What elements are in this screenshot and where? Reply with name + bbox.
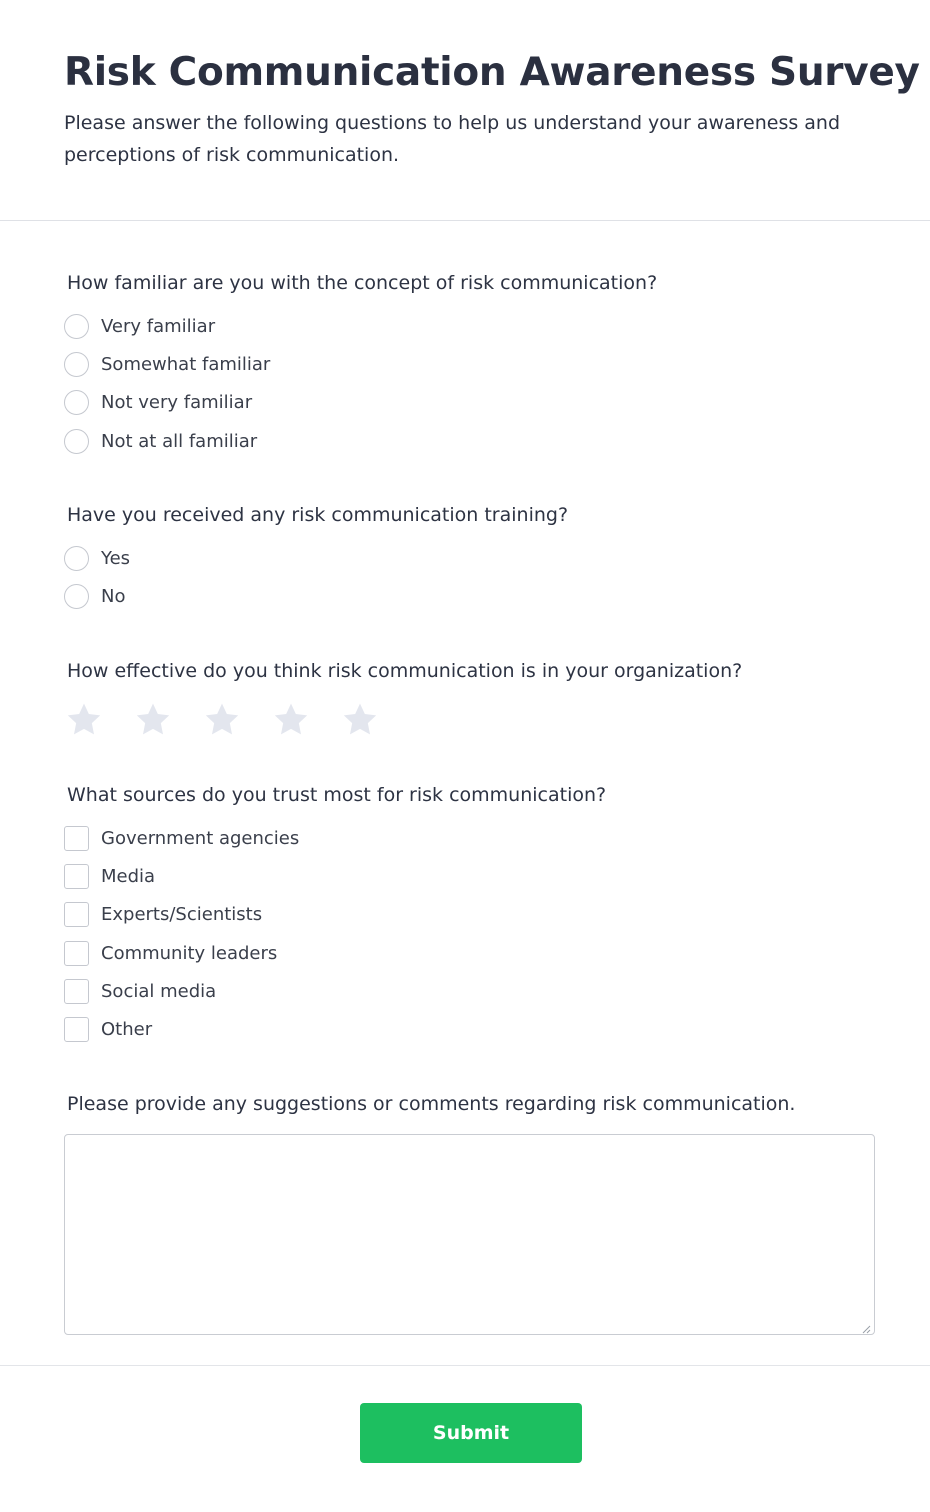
radio-label: Somewhat familiar (101, 353, 271, 375)
question-effectiveness-title: How effective do you think risk communication is in your organization? (67, 660, 743, 682)
star-icon[interactable] (202, 700, 242, 740)
radio-button[interactable] (64, 314, 89, 339)
radio-option[interactable] (64, 545, 130, 571)
question-sources-title: What sources do you trust most for risk communication? (67, 784, 607, 806)
radio-button[interactable] (64, 352, 89, 377)
checkbox-label: Media (101, 865, 156, 887)
checkbox[interactable] (64, 864, 89, 889)
radio-label: Not very familiar (101, 391, 253, 413)
checkbox[interactable] (64, 1017, 89, 1042)
checkbox[interactable] (64, 979, 89, 1004)
question-comments-title: Please provide any suggestions or comments regarding risk communication. (67, 1093, 796, 1115)
radio-button[interactable] (64, 390, 89, 415)
star-rating (64, 700, 409, 742)
footer-divider (0, 1365, 930, 1366)
radio-option[interactable] (64, 583, 125, 609)
page-title: Risk Communication Awareness Survey (64, 50, 920, 95)
resize-grip-icon[interactable] (859, 1319, 871, 1331)
checkbox[interactable] (64, 826, 89, 851)
radio-button[interactable] (64, 584, 89, 609)
checkbox-label: Other (101, 1018, 153, 1040)
page-subtitle: Please answer the following questions to help us understand your awareness and perceptions of risk communication. (64, 112, 841, 166)
radio-option[interactable] (64, 351, 270, 377)
radio-button[interactable] (64, 429, 89, 454)
radio-label: Not at all familiar (101, 430, 258, 452)
radio-label: No (101, 585, 126, 607)
checkbox-option[interactable] (64, 978, 216, 1004)
comments-textarea[interactable] (64, 1134, 875, 1335)
checkbox-option[interactable] (64, 901, 262, 927)
submit-button[interactable]: Submit (360, 1403, 582, 1463)
radio-option[interactable] (64, 389, 252, 415)
checkbox-option[interactable] (64, 940, 277, 966)
radio-button[interactable] (64, 546, 89, 571)
question-familiarity-title: How familiar are you with the concept of risk communication? (67, 272, 658, 294)
radio-option[interactable] (64, 313, 215, 339)
survey-header (0, 0, 930, 221)
checkbox[interactable] (64, 902, 89, 927)
checkbox-option[interactable] (64, 1016, 152, 1042)
star-icon[interactable] (340, 700, 380, 740)
checkbox[interactable] (64, 941, 89, 966)
checkbox-option[interactable] (64, 863, 155, 889)
checkbox-label: Social media (101, 980, 217, 1002)
radio-label: Very familiar (101, 315, 216, 337)
star-icon[interactable] (64, 700, 104, 740)
checkbox-label: Experts/Scientists (101, 903, 263, 925)
checkbox-label: Community leaders (101, 942, 278, 964)
checkbox-option[interactable] (64, 825, 299, 851)
radio-option[interactable] (64, 428, 257, 454)
checkbox-label: Government agencies (101, 827, 300, 849)
question-training-title: Have you received any risk communication training? (67, 504, 569, 526)
radio-label: Yes (101, 547, 131, 569)
star-icon[interactable] (271, 700, 311, 740)
star-icon[interactable] (133, 700, 173, 740)
